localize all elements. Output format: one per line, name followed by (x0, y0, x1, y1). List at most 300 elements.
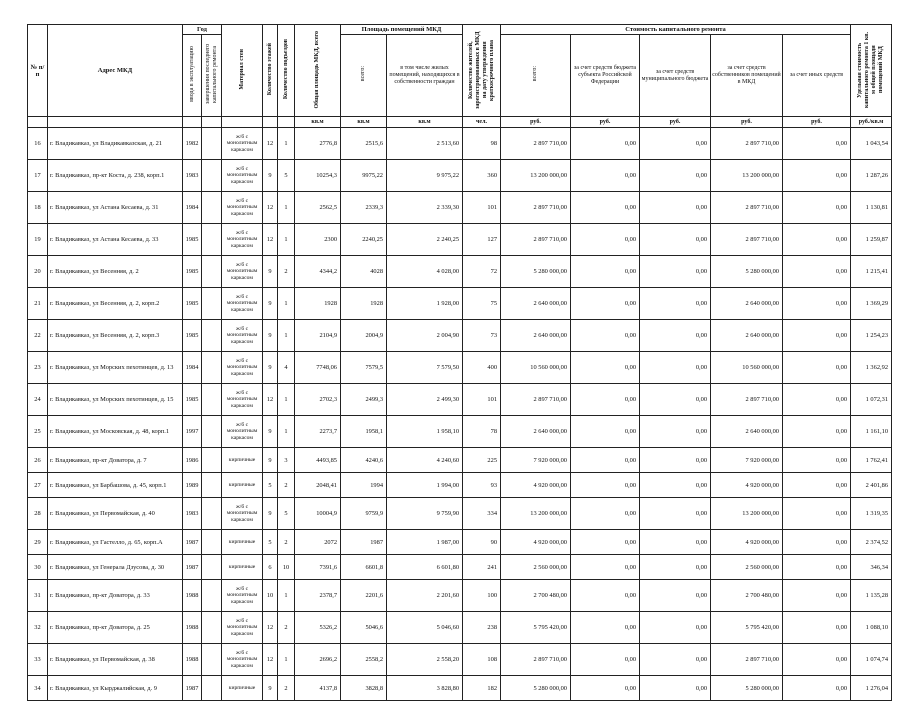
row-cost-municipal: 0,00 (640, 530, 711, 555)
unit-cost-owners: руб. (711, 117, 783, 128)
row-entrances: 1 (278, 288, 295, 320)
row-entrances: 5 (278, 160, 295, 192)
row-material: кирпичные (222, 676, 263, 701)
row-unit-cost: 346,34 (851, 555, 892, 580)
table-body (28, 128, 892, 701)
row-cost-municipal: 0,00 (640, 448, 711, 473)
row-area-total: 7579,5 (341, 352, 387, 384)
row-area-total: 1928 (341, 288, 387, 320)
table-row (28, 128, 892, 160)
row-floors: 9 (263, 256, 278, 288)
row-cost-owners: 2 560 000,00 (711, 555, 783, 580)
row-cost-municipal: 0,00 (640, 612, 711, 644)
row-floors: 5 (263, 530, 278, 555)
row-cost-owners: 2 640 000,00 (711, 288, 783, 320)
row-address: г. Владикавказ, ул Морских пехотинцев, д. 13 (48, 352, 183, 384)
row-year-commission: 1986 (183, 448, 202, 473)
row-entrances: 2 (278, 530, 295, 555)
row-cost-federal: 0,00 (571, 530, 640, 555)
row-cost-other: 0,00 (783, 128, 851, 160)
row-cost-municipal: 0,00 (640, 320, 711, 352)
row-total-area: 2048,41 (295, 473, 341, 498)
row-residents: 101 (463, 384, 501, 416)
row-material: кирпичные (222, 473, 263, 498)
row-cost-owners: 2 640 000,00 (711, 320, 783, 352)
unit-cost-federal: руб. (571, 117, 640, 128)
row-floors: 12 (263, 128, 278, 160)
table-row (28, 555, 892, 580)
row-cost-total: 2 700 480,00 (501, 580, 571, 612)
row-address: г. Владикавказ, ул Владикавказская, д. 21 (48, 128, 183, 160)
table-row (28, 224, 892, 256)
row-residents: 400 (463, 352, 501, 384)
row-unit-cost: 1 043,54 (851, 128, 892, 160)
row-total-area: 5326,2 (295, 612, 341, 644)
row-area-total: 5046,6 (341, 612, 387, 644)
row-cost-federal: 0,00 (571, 644, 640, 676)
row-cost-municipal: 0,00 (640, 676, 711, 701)
table-row (28, 580, 892, 612)
row-cost-other: 0,00 (783, 416, 851, 448)
row-cost-municipal: 0,00 (640, 128, 711, 160)
col-residents-header (463, 25, 501, 117)
row-area-private: 2 201,60 (387, 580, 463, 612)
residents-header-text: Количество жителей, зарегистрированных в МКД на дату утверждения краткосрочного плана (467, 30, 495, 109)
row-cost-total: 2 897 710,00 (501, 644, 571, 676)
row-year-commission: 1988 (183, 612, 202, 644)
row-cost-owners: 2 897 710,00 (711, 128, 783, 160)
row-entrances: 3 (278, 448, 295, 473)
table-row (28, 288, 892, 320)
row-entrances: 1 (278, 192, 295, 224)
row-address: г. Владикавказ, ул Московская, д. 48, корп.1 (48, 416, 183, 448)
row-year-commission: 1988 (183, 644, 202, 676)
row-address: г. Владикавказ, ул Весенняя, д. 2, корп.2 (48, 288, 183, 320)
row-area-total: 2515,6 (341, 128, 387, 160)
row-material: кирпичные (222, 530, 263, 555)
row-material: кирпичные (222, 555, 263, 580)
row-year-repair (202, 192, 222, 224)
row-area-private: 6 601,80 (387, 555, 463, 580)
row-floors: 9 (263, 448, 278, 473)
unit-cell-empty (263, 117, 278, 128)
row-entrances: 2 (278, 612, 295, 644)
row-floors: 6 (263, 555, 278, 580)
row-entrances: 5 (278, 498, 295, 530)
row-material: ж/б с монолитным каркасом (222, 498, 263, 530)
col-year-commission-header (183, 35, 202, 117)
row-cost-municipal: 0,00 (640, 384, 711, 416)
row-floors: 9 (263, 160, 278, 192)
row-address: г. Владикавказ, пр-кт Доватора, д. 33 (48, 580, 183, 612)
unit-cost-header-text: Удельная стоимость капитального ремонта 1 кв. м общей площади помещений МКД (857, 31, 885, 108)
row-area-private: 1 994,00 (387, 473, 463, 498)
row-area-private: 2 513,60 (387, 128, 463, 160)
row-material: ж/б с монолитным каркасом (222, 580, 263, 612)
row-area-private: 9 975,22 (387, 160, 463, 192)
row-entrances: 1 (278, 644, 295, 676)
row-address: г. Владикавказ, ул Первомайская, д. 38 (48, 644, 183, 676)
row-area-total: 1958,1 (341, 416, 387, 448)
row-unit-cost: 1 762,41 (851, 448, 892, 473)
row-number: 18 (28, 192, 48, 224)
row-residents: 360 (463, 160, 501, 192)
col-cost-total-header (501, 35, 571, 117)
row-cost-total: 5 280 000,00 (501, 676, 571, 701)
row-cost-municipal: 0,00 (640, 644, 711, 676)
row-year-commission: 1985 (183, 288, 202, 320)
row-floors: 9 (263, 676, 278, 701)
row-area-private: 1 987,00 (387, 530, 463, 555)
row-year-commission: 1985 (183, 256, 202, 288)
row-material: ж/б с монолитным каркасом (222, 352, 263, 384)
row-residents: 225 (463, 448, 501, 473)
row-cost-owners: 4 920 000,00 (711, 530, 783, 555)
row-cost-total: 2 640 000,00 (501, 416, 571, 448)
row-year-repair (202, 473, 222, 498)
row-material: ж/б с монолитным каркасом (222, 256, 263, 288)
row-residents: 98 (463, 128, 501, 160)
row-total-area: 4137,8 (295, 676, 341, 701)
row-number: 19 (28, 224, 48, 256)
row-cost-municipal: 0,00 (640, 580, 711, 612)
row-address: г. Владикавказ, ул Весенняя, д. 2, корп.3 (48, 320, 183, 352)
row-cost-total: 2 560 000,00 (501, 555, 571, 580)
row-number: 23 (28, 352, 48, 384)
unit-cell-empty (278, 117, 295, 128)
row-floors: 5 (263, 473, 278, 498)
row-area-total: 1987 (341, 530, 387, 555)
table-header (28, 25, 892, 128)
row-unit-cost: 2 401,86 (851, 473, 892, 498)
row-unit-cost: 1 135,28 (851, 580, 892, 612)
row-year-repair (202, 384, 222, 416)
row-cost-federal: 0,00 (571, 676, 640, 701)
table-row (28, 612, 892, 644)
row-material: ж/б с монолитным каркасом (222, 612, 263, 644)
row-residents: 182 (463, 676, 501, 701)
area-total-header-text: всего: (360, 66, 367, 82)
unit-cell-empty (48, 117, 183, 128)
row-cost-federal: 0,00 (571, 192, 640, 224)
row-number: 17 (28, 160, 48, 192)
row-cost-total: 5 795 420,00 (501, 612, 571, 644)
col-year-group-header: Год (183, 25, 222, 35)
row-year-repair (202, 224, 222, 256)
row-entrances: 1 (278, 384, 295, 416)
row-material: ж/б с монолитным каркасом (222, 128, 263, 160)
year-repair-header-text: завершения последнего капитального ремонта (204, 43, 218, 105)
row-year-repair (202, 320, 222, 352)
floors-header-text: Количество этажей (266, 43, 273, 96)
row-unit-cost: 1 319,35 (851, 498, 892, 530)
row-cost-owners: 2 640 000,00 (711, 416, 783, 448)
row-address: г. Владикавказ, ул Кырджалийская, д. 9 (48, 676, 183, 701)
row-year-commission: 1985 (183, 320, 202, 352)
row-material: ж/б с монолитным каркасом (222, 288, 263, 320)
row-number: 25 (28, 416, 48, 448)
row-year-repair (202, 498, 222, 530)
row-cost-owners: 5 795 420,00 (711, 612, 783, 644)
col-area-total-header (341, 35, 387, 117)
row-entrances: 1 (278, 580, 295, 612)
row-cost-owners: 2 700 480,00 (711, 580, 783, 612)
row-year-commission: 1988 (183, 580, 202, 612)
row-entrances: 1 (278, 224, 295, 256)
row-year-repair (202, 580, 222, 612)
row-year-repair (202, 555, 222, 580)
row-cost-owners: 5 280 000,00 (711, 256, 783, 288)
table-row (28, 498, 892, 530)
row-floors: 9 (263, 320, 278, 352)
row-cost-federal: 0,00 (571, 128, 640, 160)
row-cost-federal: 0,00 (571, 384, 640, 416)
row-floors: 9 (263, 498, 278, 530)
row-cost-total: 2 897 710,00 (501, 384, 571, 416)
row-cost-total: 13 200 000,00 (501, 160, 571, 192)
row-cost-federal: 0,00 (571, 612, 640, 644)
row-residents: 127 (463, 224, 501, 256)
row-total-area: 1928 (295, 288, 341, 320)
row-cost-other: 0,00 (783, 384, 851, 416)
row-year-commission: 1982 (183, 128, 202, 160)
row-area-private: 4 240,60 (387, 448, 463, 473)
row-area-total: 1994 (341, 473, 387, 498)
row-address: г. Владикавказ, пр-кт Коста, д. 238, корп.1 (48, 160, 183, 192)
row-cost-municipal: 0,00 (640, 555, 711, 580)
row-cost-owners: 2 897 710,00 (711, 192, 783, 224)
row-cost-total: 4 920 000,00 (501, 530, 571, 555)
row-year-commission: 1983 (183, 498, 202, 530)
row-cost-owners: 4 920 000,00 (711, 473, 783, 498)
row-year-repair (202, 612, 222, 644)
row-residents: 238 (463, 612, 501, 644)
unit-cost-municipal: руб. (640, 117, 711, 128)
row-year-repair (202, 448, 222, 473)
row-cost-total: 13 200 000,00 (501, 498, 571, 530)
row-cost-other: 0,00 (783, 676, 851, 701)
register-sheet (27, 24, 891, 701)
row-cost-municipal: 0,00 (640, 352, 711, 384)
row-area-total: 2201,6 (341, 580, 387, 612)
row-total-area: 7391,6 (295, 555, 341, 580)
row-address: г. Владикавказ, ул Барбашова, д. 45, корп.1 (48, 473, 183, 498)
col-year-repair-header (202, 35, 222, 117)
row-cost-total: 7 920 000,00 (501, 448, 571, 473)
row-number: 30 (28, 555, 48, 580)
row-cost-federal: 0,00 (571, 580, 640, 612)
row-area-private: 2 558,20 (387, 644, 463, 676)
row-unit-cost: 1 362,92 (851, 352, 892, 384)
row-cost-federal: 0,00 (571, 448, 640, 473)
col-num-header: № п/п (28, 25, 48, 117)
row-cost-total: 10 560 000,00 (501, 352, 571, 384)
row-year-commission: 1989 (183, 473, 202, 498)
row-unit-cost: 2 374,52 (851, 530, 892, 555)
row-cost-owners: 10 560 000,00 (711, 352, 783, 384)
row-area-private: 1 928,00 (387, 288, 463, 320)
row-material: ж/б с монолитным каркасом (222, 320, 263, 352)
table-row (28, 352, 892, 384)
row-number: 21 (28, 288, 48, 320)
row-entrances: 1 (278, 416, 295, 448)
total-area-header-text: Общая площадь МКД, всего (314, 30, 321, 109)
row-floors: 12 (263, 644, 278, 676)
unit-cost-other: руб. (783, 117, 851, 128)
row-year-repair (202, 288, 222, 320)
row-cost-owners: 2 897 710,00 (711, 384, 783, 416)
row-address: г. Владикавказ, ул Весенняя, д. 2 (48, 256, 183, 288)
row-year-repair (202, 676, 222, 701)
row-area-private: 2 004,90 (387, 320, 463, 352)
col-cost-owners-header: за счет средств собственников помещений в МКД (711, 35, 783, 117)
row-area-total: 2004,9 (341, 320, 387, 352)
row-total-area: 2300 (295, 224, 341, 256)
row-cost-other: 0,00 (783, 555, 851, 580)
row-total-area: 2702,3 (295, 384, 341, 416)
row-cost-other: 0,00 (783, 320, 851, 352)
row-number: 29 (28, 530, 48, 555)
row-cost-owners: 2 897 710,00 (711, 224, 783, 256)
unit-cost-total: руб. (501, 117, 571, 128)
table-row (28, 448, 892, 473)
row-cost-total: 2 640 000,00 (501, 320, 571, 352)
row-number: 20 (28, 256, 48, 288)
row-number: 34 (28, 676, 48, 701)
row-residents: 72 (463, 256, 501, 288)
row-area-total: 3828,8 (341, 676, 387, 701)
row-cost-owners: 13 200 000,00 (711, 160, 783, 192)
row-year-commission: 1987 (183, 555, 202, 580)
row-residents: 90 (463, 530, 501, 555)
row-area-total: 9759,9 (341, 498, 387, 530)
row-unit-cost: 1 369,29 (851, 288, 892, 320)
row-area-private: 3 828,80 (387, 676, 463, 701)
col-cost-group-header: Стоимость капитального ремонта (501, 25, 851, 35)
col-area-group-header: Площадь помещений МКД (341, 25, 463, 35)
row-cost-municipal: 0,00 (640, 224, 711, 256)
row-cost-federal: 0,00 (571, 224, 640, 256)
unit-area-private: кв.м (387, 117, 463, 128)
row-floors: 12 (263, 192, 278, 224)
row-cost-other: 0,00 (783, 160, 851, 192)
row-total-area: 2776,8 (295, 128, 341, 160)
row-number: 16 (28, 128, 48, 160)
row-cost-owners: 2 897 710,00 (711, 644, 783, 676)
row-number: 24 (28, 384, 48, 416)
col-cost-other-header: за счет иных средств (783, 35, 851, 117)
row-address: г. Владикавказ, ул Первомайская, д. 40 (48, 498, 183, 530)
row-area-total: 2558,2 (341, 644, 387, 676)
unit-total-area: кв.м (295, 117, 341, 128)
row-cost-total: 5 280 000,00 (501, 256, 571, 288)
row-floors: 9 (263, 288, 278, 320)
row-unit-cost: 1 254,23 (851, 320, 892, 352)
row-area-private: 5 046,60 (387, 612, 463, 644)
unit-unit-cost: руб./кв.м (851, 117, 892, 128)
row-cost-other: 0,00 (783, 612, 851, 644)
row-total-area: 2273,7 (295, 416, 341, 448)
row-area-private: 7 579,50 (387, 352, 463, 384)
col-total-area-header (295, 25, 341, 117)
row-cost-other: 0,00 (783, 256, 851, 288)
row-cost-other: 0,00 (783, 224, 851, 256)
row-area-total: 4240,6 (341, 448, 387, 473)
unit-residents: чел. (463, 117, 501, 128)
row-number: 28 (28, 498, 48, 530)
row-total-area: 10254,3 (295, 160, 341, 192)
row-material: ж/б с монолитным каркасом (222, 224, 263, 256)
row-area-total: 2499,3 (341, 384, 387, 416)
material-header-text: Материал стен (238, 49, 245, 90)
row-area-private: 2 499,30 (387, 384, 463, 416)
unit-cell-empty (202, 117, 222, 128)
row-entrances: 1 (278, 128, 295, 160)
row-residents: 73 (463, 320, 501, 352)
table-row (28, 676, 892, 701)
unit-cell-empty (28, 117, 48, 128)
row-total-area: 4344,2 (295, 256, 341, 288)
table-row (28, 644, 892, 676)
row-total-area: 2696,2 (295, 644, 341, 676)
unit-cell-empty (183, 117, 202, 128)
row-total-area: 2562,5 (295, 192, 341, 224)
col-floors-header (263, 25, 278, 117)
row-year-repair (202, 530, 222, 555)
table-row (28, 530, 892, 555)
unit-area-total: кв.м (341, 117, 387, 128)
table-row (28, 320, 892, 352)
col-material-header (222, 25, 263, 117)
unit-cell-empty (222, 117, 263, 128)
row-unit-cost: 1 088,10 (851, 612, 892, 644)
row-material: ж/б с монолитным каркасом (222, 416, 263, 448)
row-address: г. Владикавказ, пр-кт Доватора, д. 25 (48, 612, 183, 644)
row-address: г. Владикавказ, ул Генерала Дзусова, д. 30 (48, 555, 183, 580)
row-material: ж/б с монолитным каркасом (222, 160, 263, 192)
row-cost-other: 0,00 (783, 580, 851, 612)
row-residents: 100 (463, 580, 501, 612)
row-unit-cost: 1 074,74 (851, 644, 892, 676)
row-number: 22 (28, 320, 48, 352)
row-floors: 9 (263, 352, 278, 384)
row-cost-other: 0,00 (783, 352, 851, 384)
row-entrances: 4 (278, 352, 295, 384)
row-cost-total: 2 897 710,00 (501, 224, 571, 256)
row-number: 27 (28, 473, 48, 498)
row-material: ж/б с монолитным каркасом (222, 644, 263, 676)
row-residents: 108 (463, 644, 501, 676)
row-unit-cost: 1 130,81 (851, 192, 892, 224)
table-row (28, 384, 892, 416)
row-number: 33 (28, 644, 48, 676)
row-cost-owners: 7 920 000,00 (711, 448, 783, 473)
row-area-total: 2240,25 (341, 224, 387, 256)
row-residents: 241 (463, 555, 501, 580)
table-row (28, 160, 892, 192)
row-cost-federal: 0,00 (571, 160, 640, 192)
row-floors: 9 (263, 416, 278, 448)
row-floors: 10 (263, 580, 278, 612)
row-material: ж/б с монолитным каркасом (222, 384, 263, 416)
row-area-private: 4 028,00 (387, 256, 463, 288)
row-area-private: 9 759,90 (387, 498, 463, 530)
row-cost-total: 4 920 000,00 (501, 473, 571, 498)
row-cost-municipal: 0,00 (640, 288, 711, 320)
entrances-header-text: Количество подъездов (282, 39, 289, 100)
row-year-commission: 1983 (183, 160, 202, 192)
row-cost-other: 0,00 (783, 448, 851, 473)
